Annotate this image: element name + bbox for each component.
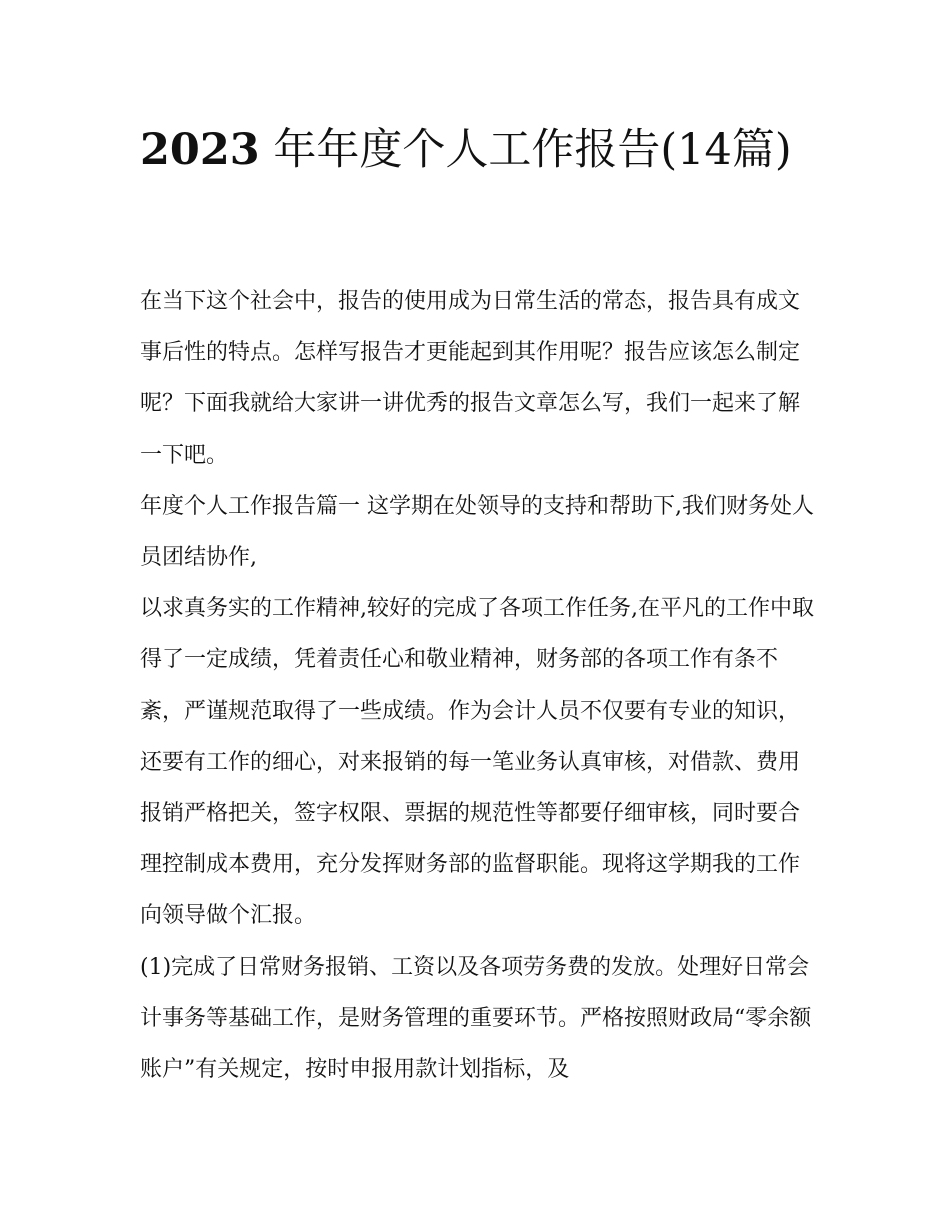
title-year: 2023 <box>140 125 260 175</box>
title-text: 年年度个人工作报告(14篇) <box>259 125 792 175</box>
paragraph-item-1: (1)完成了日常财务报销、工资以及各项劳务费的发放。处理好日常会计事务等基础工作，是财务管理的重要环节。严格按照财政局“零余额账户”有关规定，按时申报用款计划指标，及 <box>140 954 812 1083</box>
paragraph-section-one-heading: 年度个人工作报告篇一 这学期在处领导的支持和帮助下,我们财务处人员团结协作, <box>140 493 814 571</box>
paragraph-work-summary: 以求真务实的工作精神,较好的完成了各项工作任务,在平凡的工作中取得了一定成绩，凭着责任心和敬业精神，财务部的各项工作有条不紊，严谨规范取得了一些成绩。作为会计人员不仅要有专业的知识，还要有工作的细心，对来报销的每一笔业务认真审核，对借款、费用报销严格把关，签字权限、票据的规范性等都要仔细审核，同时要合理控制成本费用，充分发挥财务部的监督职能。现将这学期我的工作向领导做个汇报。 <box>140 596 814 929</box>
paragraph-intro: 在当下这个社会中，报告的使用成为日常生活的常态，报告具有成文事后性的特点。怎样写报告才更能起到其作用呢？报告应该怎么制定呢？下面我就给大家讲一讲优秀的报告文章怎么写，我们一起来了解一下吧。 <box>140 289 801 468</box>
document-body <box>140 276 820 1095</box>
document-title <box>140 112 820 188</box>
